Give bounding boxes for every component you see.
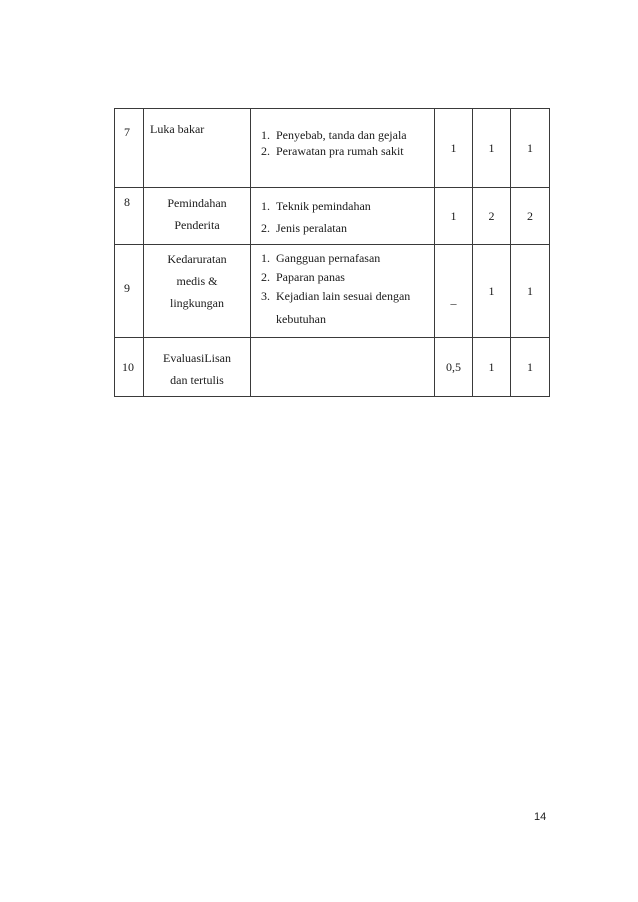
subtopic-text: Jenis peralatan [276,221,347,235]
row-number-cell [115,109,144,188]
subtopics-cell [251,338,435,397]
subtopic-text: Penyebab, tanda dan gejala [276,128,407,142]
subtopic-text: Teknik pemindahan [276,199,371,213]
subtopic-list [251,188,434,239]
subtopic-text: Gangguan pernafasan [276,251,381,265]
topic-line: lingkungan [170,296,224,310]
value-b: 2 [488,209,495,223]
subtopic-list [251,109,434,159]
row-number-cell [115,188,144,245]
subtopics-cell [251,109,435,188]
subtopic-number: 2. [261,270,270,284]
subtopic-number: 1. [261,128,270,142]
value-b: 1 [488,141,495,155]
value-cell-b [473,109,511,188]
row-number-cell [115,245,144,338]
subtopic-number: 2. [261,221,270,235]
value-a: 1 [450,141,457,155]
subtopics-cell [251,245,435,338]
topic-line: medis & [176,274,218,288]
subtopic-item [261,195,430,217]
value-c: 1 [527,360,533,374]
subtopic-item [261,217,430,239]
subtopics-cell [251,188,435,245]
page-number: 14 [534,811,547,823]
topic-line: Luka bakar [150,122,205,136]
row-number: 7 [124,125,130,139]
value-c: 1 [527,141,533,155]
table-row [115,338,550,397]
row-number: 9 [124,281,130,295]
subtopic-text: kebutuhan [276,312,326,326]
topic-line: Kedaruratan [167,252,227,266]
value-cell-b [473,338,511,397]
subtopic-text: Kejadian lain sesuai dengan [276,289,411,303]
value-c: 2 [527,209,533,223]
subtopic-number [261,306,276,329]
value-cell-b [473,188,511,245]
value-cell-b [473,245,511,338]
table-row [115,245,550,338]
topic-line: Penderita [174,218,220,232]
table-row [115,188,550,245]
value-b: 1 [488,284,495,298]
training-topics-table [114,108,550,397]
value-a: 1 [450,209,457,223]
value-cell-a [435,338,473,397]
topic-line: dan tertulis [170,373,224,387]
subtopic-item [261,287,430,306]
subtopic-number: 1. [261,251,270,265]
subtopic-text: Paparan panas [276,270,345,284]
value-a: 0,5 [446,360,461,374]
value-cell-a [435,188,473,245]
topic-cell [144,109,251,188]
subtopic-item [261,306,430,329]
subtopic-item [261,143,430,159]
subtopic-number: 3. [261,289,270,303]
subtopic-item [261,268,430,287]
subtopic-number: 1. [261,199,270,213]
value-cell-a [435,109,473,188]
topic-cell [144,338,251,397]
row-number-cell [115,338,144,397]
value-b: 1 [488,360,495,374]
subtopic-item [261,249,430,268]
subtopic-text: Perawatan pra rumah sakit [276,144,404,158]
value-cell-a [435,245,473,338]
subtopic-list [251,245,434,329]
topic-cell [144,245,251,338]
subtopic-number: 2. [261,144,270,158]
value-cell-c [511,338,550,397]
row-number: 8 [124,195,130,209]
subtopic-item [261,127,430,143]
topic-line: Pemindahan [167,196,227,210]
value-cell-c [511,188,550,245]
value-c: 1 [527,284,533,298]
value-cell-c [511,245,550,338]
value-cell-c [511,109,550,188]
row-number: 10 [122,360,134,374]
topic-cell [144,188,251,245]
value-a: _ [450,292,457,306]
table-row [115,109,550,188]
topic-line: EvaluasiLisan [163,351,231,365]
